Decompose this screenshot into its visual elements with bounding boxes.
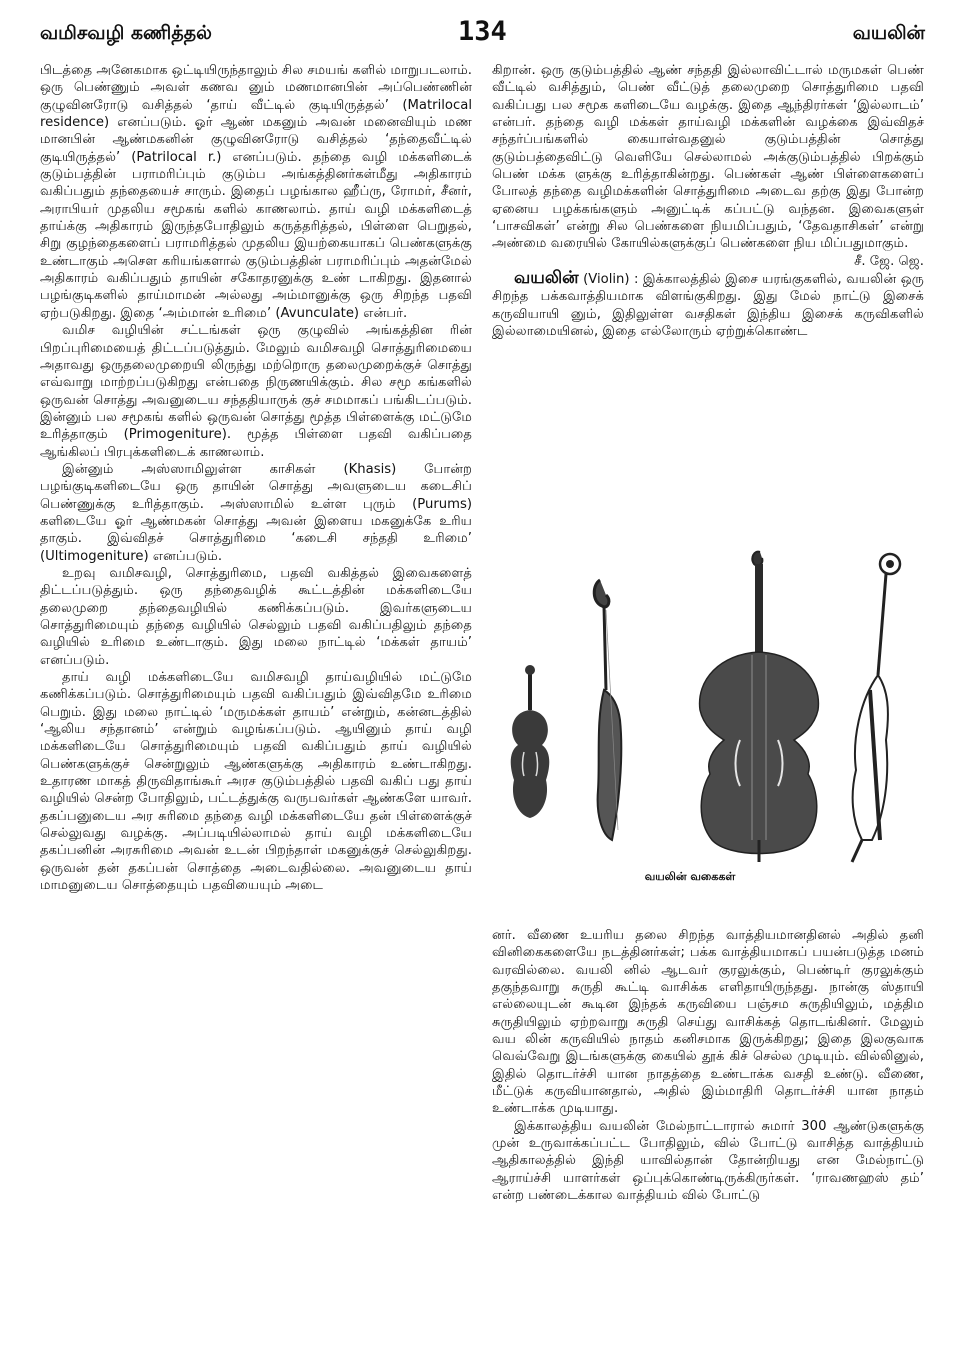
entry-headword: வயலின் — [514, 268, 579, 289]
left-column — [40, 62, 472, 895]
paragraph: இக்காலத்திய வயலின் மேல்நாட்டாரால் சுமார் 300 ஆண்டுகளுக்கு முன் உருவாக்கப்பட்ட போதிலும், வில் போட்டு வாசித்த வாத்தியம் ஆதிகாலத்தில் இந்தி யாவில்தான் தோன்றியது என மேல்நாட்டு ஆராய்ச்சி யாளர்கள் ஒப்புக்கொண்டிருக்கிருர்கள். ‘ராவணஹஸ் தம்’ என்ற பண்டைக்கால வாத்தியம் வில் போட்டு — [492, 1118, 924, 1204]
entry-text: (Violin) : இக்காலத்தில் இசை யரங்குகளில், வயலின் ஒரு சிறந்த பக்கவாத்தியமாக விளங்குகிறது. இது மேல் நாட்டு இசைக் கருவியாயி னும், இதிலுள்ள வசதிகள் இந்திய இசைக் கருவிகளில் இல்லாமையினல், இதை எல்லோரும் ஏற்றுக்கொண்ட — [492, 272, 924, 340]
cello-icon — [700, 552, 819, 862]
violin-icon — [511, 665, 550, 818]
paragraph: னர். வீணை உயரிய தலை சிறந்த வாத்தியமானதினல் அதில் தனி வினிகைகளையே நடத்தினர்கள்; பக்க வாத்தியமாகப் பயன்படுத்த மனம் வரவில்லை. வயலி னில் ஆடவர் குரலுக்கும், பெண்டிர் குரலுக்கும் தகுந்தவாறு சுருதி கூட்டி வாசிக்க எளிதாயிருந்தது. நான்கு ஸ்தாயி எல்லையுடன் கூடின இந்தக் கருவியை பஞ்சம சுருதியிலும், மத்திம சுருதியிலும் ஏற்றவாறு சுருதி செய்து வாசிக்கத் தொடங்கினர். மேலும் வய லின் கருவியில் நாதம் கனிசமாக இருக்கிறது; இதை இலகுவாக வெவ்வேறு இடங்களுக்கு கையில் தூக் கிச் செல்ல முடியும். வில்லினுல், இதில் தொடர்ச்சி யான நாதத்தை உண்டாக்க வசதி உண்டு. வீணை, மீட்டுக் கருவியானதால், அதில் இம்மாதிரி தொடர்ச்சி யான நாதம் உண்டாக்க முடியாது. — [492, 928, 924, 1117]
paragraph: இன்னும் அஸ்ஸாமிலுள்ள காசிகள் (Khasis) போன்ற பழங்குடிகளிடையே ஒரு தாயின் சொத்து அவளுடைய கடைசிப் பெண்ணுக்கு உரித்தாகும். அஸ்ஸாமில் உள்ள புரும் (Purums) களிடையே ஓர் ஆண்மகன் சொத்து அவன் இளைய மகனுக்கே உரிய தாகும். இவ்விதச் சொத்துரிமை ‘கடைசி சந்ததி உரிமை’ (Ultimogeniture) எனப்படும். — [40, 461, 472, 564]
paragraph: வமிச வழியின் சட்டங்கள் ஒரு குழுவில் அங்கத்தின ரின் பிறப்புரிமையைத் திட்டப்படுத்தும். மேலும் வமிசவழி சொத்துரிமையை அதாவது ஒருதலைமுறையி லிருந்து மற்றொரு தலைமுறைக்குச் சொத்து எவ்வாறு மாற்றப்படுகிறது என்பதை நிருணயிக்கும். சில சமூ கங்களில் ஒருவன் சொத்து அவனுடைய சந்ததியாருக் குச் சமமாகப் பங்கிடப்படும். இன்னும் பல சமூகங் களில் ஒருவன் சொத்து மூத்த பிள்ளைக்கு மட்டுமே உரித்தாகும் (Primogeniture). மூத்த பிள்ளை பதவி வகிப்பதை ஆங்கிலப் பிரபுக்களிடைக் காணலாம். — [40, 323, 472, 460]
running-title: வமிசவழி கணித்தல் — [40, 22, 212, 44]
paragraph: பிடத்தை அனேகமாக ஒட்டியிருந்தாலும் சில சமயங் களில் மாறுபடலாம். ஒரு பெண்ணும் அவள் கணவ னும் மணமானபின் அப்பெண்ணின் குழுவினரோடு வசித்தல் ‘தாய் வீட்டில் குடியிருத்தல்’ (Matrilocal residence) எனப்படும். ஓர் ஆண் மகனும் அவன் மனைவியும் மண மானபின் ஆண்மகனின் குழுவினரோடு வசித்தல் ‘தந்தைவீட்டில் குடியிருத்தல்’ (Patrilocal r.) எனப்படும். தந்தை வழி மக்களிடைக் குடும்பத்தின் பராமரிப்பும் குடும்ப அங்கத்தினர்கள்மீது அதிகாரம் வகிப்பதும் தந்தையைச் சாரும். இதைப் பழங்கால ஹீப்ரு, ரோமர், சீனர், அராபியர் முதலிய சமூகங் களில் காணலாம். தாய் வழி மக்களிடைத் தாய்க்கு அதிகாரம் இருந்தபோதிலும் கருத்தரித்தல், பிள்ளை பெறுதல், சிறு குழந்தைகளைப் பராமரித்தல் முதலிய இயற்கையாகப் பெண்களுக்கு உண்டாகும் அசௌ கரியங்களால் குடும்பத்தின் பராமரிப்பும் அதன்மேல் அதிகாரம் வகிப்பதும் தாயின் சகோதரனுக்கு உண் டாகிறது. இதனால் பழங்குடிகளில் தாய்மாமன் அல்லது அம்மானுக்கு ஒரு சிறந்த பதவி ஏற்படுகிறது. இதை ‘அம்மான் உரிமை’ (Avunculate) என்பர். — [40, 63, 472, 321]
paragraph: தாய் வழி மக்களிடையே வமிசவழி தாய்வழியில் மட்டுமே கணிக்கப்படும். சொத்துரிமையும் பதவி வகிப்பதும் இவ்விதமே உரிமை பெறும். இது மலை நாட்டில் ‘மருமக்கள் தாயம்’ என்றும், கன்னடத்தில் ‘ஆலிய சந்தானம்’ என்றும் வழங்கப்படும். ஆயினும் தாய் வழி மக்களிடையே சொத்துரிமையும் பதவி வகிப்பதும் தாய் வழியில் பெண்களுக்குச் சென்றுலும் ஆண்களுக்கு அதிகாரம் உண்டாகிறது. உதாரண மாகத் திருவிதாங்கூர் அரச குடும்பத்தில் பதவி வகிப் பது தாய் வழியில் சென்ற போதிலும், பட்டத்துக்கு வருபவர்கள் ஆண்களே யாவர். தகப்பனுடைய அர சுரிமை தந்தை வழி மக்களிடையே தன் பிள்ளைக்குச் செல்லுவது வழக்கு. அப்படியில்லாமல் தாய் வழி மக்களிடையே தகப்பனின் அரசுரிமை அவன் உடன் பிறந்தாள் மகனுக்குச் செல்லுகிறது. ஒருவன் தன் தகப்பன் சொத்தை அடைவதில்லை. அவனுடைய தாய் மாமனுடைய சொத்தையும் பதவியையும் அடை — [40, 670, 472, 894]
page-header — [40, 14, 925, 54]
paragraph: கிறான். ஒரு குடும்பத்தில் ஆண் சந்ததி இல்லாவிட்டால் மருமகள் பெண் வீட்டில் வசித்தும், பெண் வீட்டுத் தலைமுறை சொத்துரிமை பதவி வகிப்பது பல சமூக களிடையே வழக்கு. இதை ஆந்திரர்கள் ‘இல்லாடம்’ என்பர். தந்தை வழி மக்கள் தாய்வழி மக்களின் வழக்கை இவ்விதச் சந்தர்ப்பங்களில் கையாள்வதனுல் குடும்பத்தின் சொத்து குடும்பத்தைவிட்டு வெளியே செல்லாமல் அக்குடும்பத்தில் பிறக்கும் பெண் மக்க ளுக்கு உரித்தாகின்றது. பெண்கள் ஆண் பிள்ளைகளைப் போலத் தந்தை வழிமக்களின் சொத்துரிமை அடைவ தற்கு இது போன்ற ஏனைய பழக்கங்களும் அனுட்டிக் கப்பட்டு வந்தன. இவைகளுள் ‘பாசவிகள்’ என்று சில பெண்களை நியமிப்பதும், ‘தேவதாசிகள்’ என்று அண்மை வரையில் கோயில்களுக்குப் பெண்களை நிய மிப்பதுமாகும். — [492, 63, 924, 252]
violin-family-illustration — [500, 540, 920, 865]
right-column-bottom — [492, 927, 924, 1205]
paragraph: உறவு வமிசவழி, சொத்துரிமை, பதவி வகித்தல் இவைகளைத் திட்டப்படுத்தும். ஒரு தந்தைவழிக் கூட்டத்தின் மக்களிடையே தலைமுறை தந்தைவழியில் கணிக்கப்படும். இவர்களுடைய சொத்துரிமையும் தந்தை வழியில் செல்லும் பதவி வகிப்பதிலும் தந்தை வழியில் உரிமை உண்டாகும். இது மலை நாட்டில் ‘மக்கள் தாயம்’ எனப்படும். — [40, 565, 472, 668]
author-signature: சீ. ஜே. ஜெ. — [854, 253, 924, 269]
violin-side-view-icon — [594, 580, 621, 840]
cello-side-view-icon — [852, 554, 900, 862]
section-title: வயலின் — [852, 22, 925, 44]
figure-caption: வயலின் வகைகள் — [644, 870, 736, 883]
page-number: 134 — [458, 16, 507, 47]
violin-entry — [492, 270, 924, 340]
right-column-top — [492, 62, 924, 341]
violin-family-figure — [500, 540, 920, 890]
